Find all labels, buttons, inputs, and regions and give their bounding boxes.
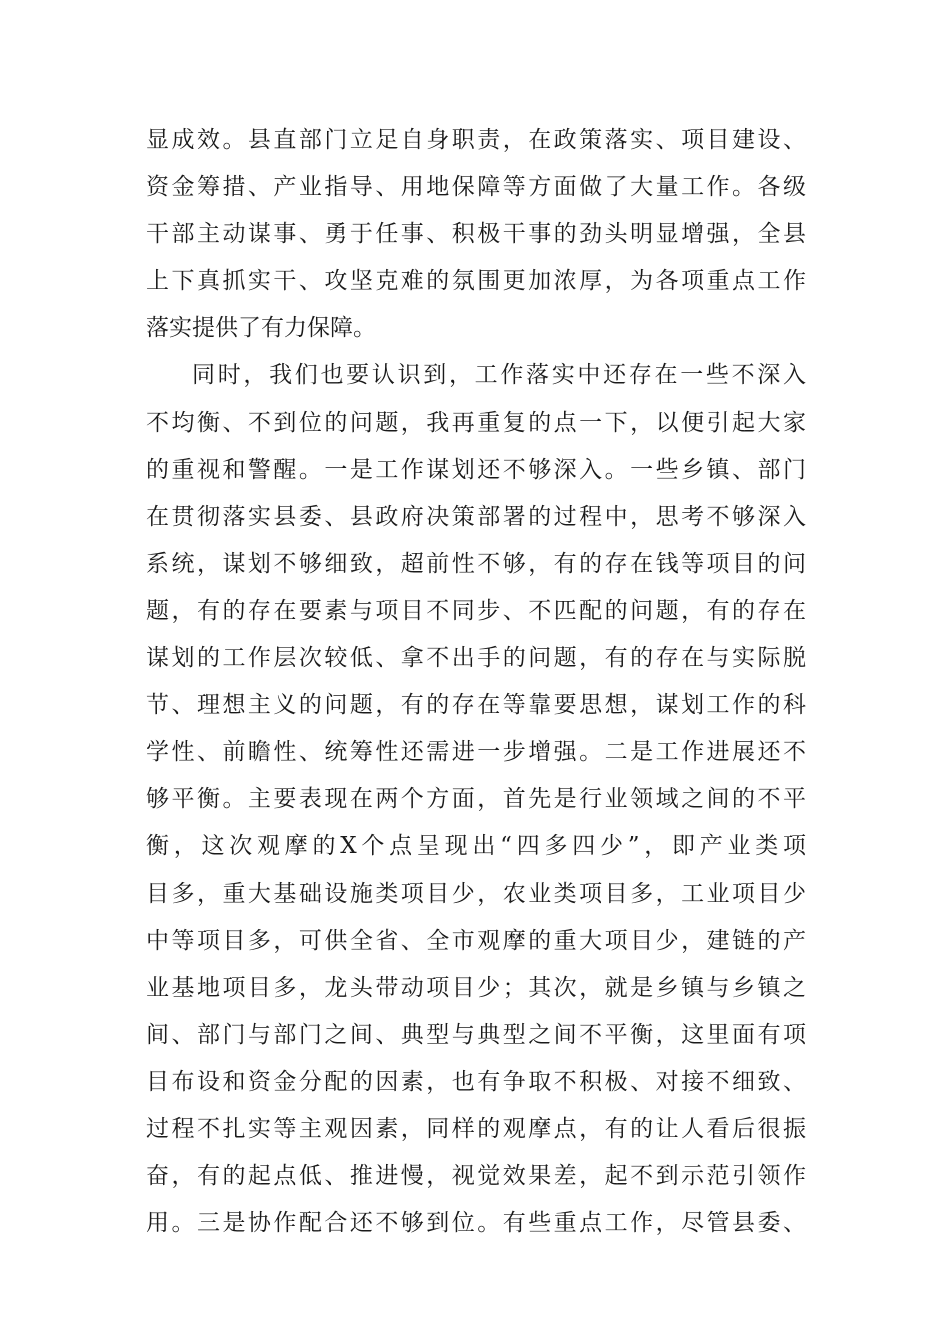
- body-text: [146, 117, 806, 1247]
- text-line: 题，有的存在要素与项目不同步、不匹配的问题，有的存在: [146, 597, 806, 624]
- text-line: 在贯彻落实县委、县政府决策部署的过程中，思考不够深入: [146, 503, 806, 530]
- text-line: 用。三是协作配合还不够到位。有些重点工作，尽管县委、: [146, 1210, 806, 1237]
- text-line: 不均衡、不到位的问题，我再重复的点一下，以便引起大家: [146, 409, 806, 436]
- text-line: 同时，我们也要认识到，工作落实中还存在一些不深入: [192, 362, 806, 389]
- text-line: 够平衡。主要表现在两个方面，首先是行业领域之间的不平: [146, 786, 806, 813]
- text-line: 业基地项目多，龙头带动项目少；其次，就是乡镇与乡镇之: [146, 974, 806, 1001]
- text-line: 中等项目多，可供全省、全市观摩的重大项目少，建链的产: [146, 927, 806, 954]
- text-line: 的重视和警醒。一是工作谋划还不够深入。一些乡镇、部门: [146, 456, 806, 483]
- text-line: 目多，重大基础设施类项目少，农业类项目多，工业项目少: [146, 880, 806, 907]
- text-line: 上下真抓实干、攻坚克难的氛围更加浓厚，为各项重点工作: [146, 268, 806, 295]
- text-line: 谋划的工作层次较低、拿不出手的问题，有的存在与实际脱: [146, 645, 806, 672]
- text-line: 间、部门与部门之间、典型与典型之间不平衡，这里面有项: [146, 1021, 806, 1048]
- text-line: 干部主动谋事、勇于任事、积极干事的劲头明显增强，全县: [146, 221, 806, 248]
- text-line: 落实提供了有力保障。: [146, 315, 376, 342]
- text-line: 节、理想主义的问题，有的存在等靠要思想，谋划工作的科: [146, 692, 806, 719]
- text-line: 学性、前瞻性、统筹性还需进一步增强。二是工作进展还不: [146, 739, 806, 766]
- text-line: 目布设和资金分配的因素，也有争取不积极、对接不细致、: [146, 1068, 806, 1095]
- text-line: 系统，谋划不够细致，超前性不够，有的存在钱等项目的问: [146, 550, 806, 577]
- text-line: 奋，有的起点低、推进慢，视觉效果差，起不到示范引领作: [146, 1163, 806, 1190]
- text-line: 资金筹措、产业指导、用地保障等方面做了大量工作。各级: [146, 174, 806, 201]
- text-line: 显成效。县直部门立足自身职责，在政策落实、项目建设、: [146, 127, 806, 153]
- text-line: 衡，这次观摩的X个点呈现出“四多四少”，即产业类项: [146, 833, 806, 860]
- text-line: 过程不扎实等主观因素，同样的观摩点，有的让人看后很振: [146, 1115, 806, 1142]
